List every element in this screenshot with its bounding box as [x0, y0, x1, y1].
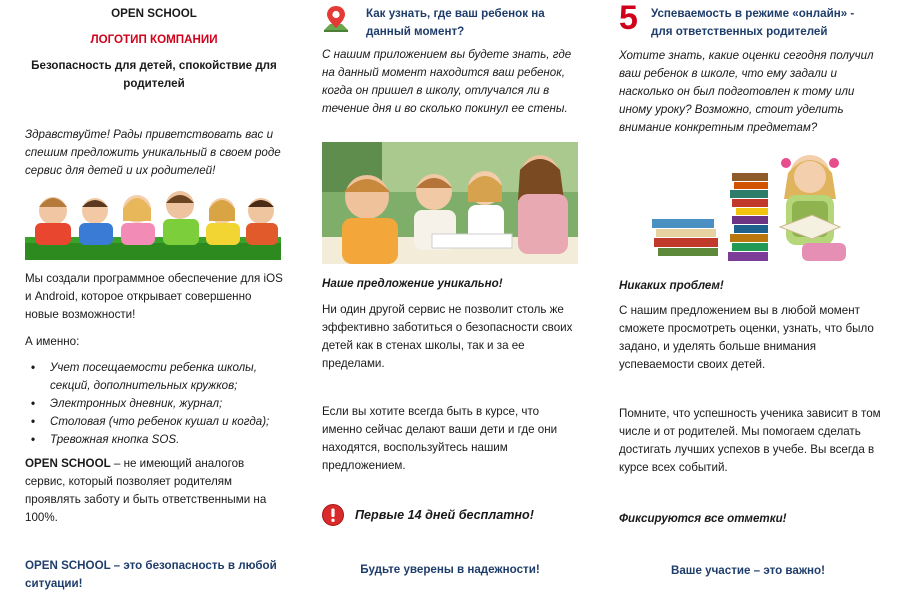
intro-text: Мы создали программное обеспечение для iOS и Android, которое открывает совершенно новые возможности! — [25, 272, 283, 321]
grades-heading: Успеваемость в режиме «онлайн» - для ответственных родителей — [651, 7, 855, 38]
tagline: Безопасность для детей, спокойствие для родителей — [31, 59, 277, 90]
offer-text: Ни один другой сервис не позволит столь же эффективно заботиться о безопасности своих детей как в стенах школы, так и за ее пределами. — [322, 303, 573, 370]
map-pin-icon — [322, 4, 350, 34]
teacher-kids-photo — [322, 142, 578, 264]
namely-label: А именно: — [25, 335, 80, 348]
exclamation-icon — [322, 504, 344, 526]
column-middle — [322, 0, 580, 598]
location-heading: Как узнать, где ваш ребенок на данный момент? — [366, 7, 545, 38]
column-right — [619, 0, 881, 598]
marks-text: Фиксируются все отметки! — [619, 512, 787, 525]
girl-reading-photo — [652, 143, 858, 265]
feature-list — [25, 359, 283, 449]
kids-photo — [25, 185, 281, 260]
no-problem-title: Никаких проблем! — [619, 279, 724, 292]
grades-text-2: Помните, что успешность ученика зависит в том числе и от родителей. Мы помогаем сделать достигать лучших успехов в учебе. Вы всегда в курсе всех событий. — [619, 407, 881, 474]
grade-five-number: 5 — [619, 0, 638, 37]
course-text: Если вы хотите всегда быть в курсе, что именно сейчас делают ваши дети и где они находятся, воспользуйтесь нашим предложением. — [322, 405, 558, 472]
greeting-text: Здравствуйте! Рады приветствовать вас и спешим предложить уникальный в своем роде сервис для детей и их родителей! — [25, 128, 281, 177]
grades-lead: Хотите знать, какие оценки сегодня получил ваш ребенок в школе, что ему задали и насколько он был подготовлен к тому или иному уроку? Возможно, стоит уделить внимание конкретным предметам? — [619, 49, 874, 134]
feature-item: • Электронных дневник, журнал; — [25, 395, 283, 413]
location-lead: С нашим приложением вы будете знать, где на данный момент находится ваш ребенок, когда он пришел в школу, отлучался ли в течение дня и во сколько покинул ее стены. — [322, 48, 572, 115]
logo-placeholder: ЛОГОТИП КОМПАНИИ — [90, 33, 218, 46]
summary-brand: OPEN SCHOOL — [25, 457, 111, 470]
footer-slogan: OPEN SCHOOL – это безопасность в любой ситуации! — [25, 559, 277, 590]
brand-title: OPEN SCHOOL — [111, 7, 197, 20]
offer-title: Наше предложение уникально! — [322, 277, 503, 290]
feature-item: • Учет посещаемости ребенка школы, секций, дополнительных кружков; — [25, 359, 283, 395]
summary-text: – не имеющий аналогов сервис, который позволяет родителям проявлять заботу и быть ответственными на 100%. — [25, 457, 267, 524]
feature-item: • Тревожная кнопка SOS. — [25, 431, 283, 449]
column-left — [25, 0, 283, 598]
footer-slogan: Ваше участие – это важно! — [670, 564, 826, 577]
free-trial-text: Первые 14 дней бесплатно! — [355, 508, 534, 522]
footer-slogan: Будьте уверены в надежности! — [360, 563, 540, 576]
feature-item: • Столовая (что ребенок кушал и когда); — [25, 413, 283, 431]
grades-text-1: С нашим предложением вы в любой момент сможете просмотреть оценки, узнать, что было задано, и уделять больше внимания успеваемости своих детей. — [619, 304, 874, 371]
summary-paragraph — [25, 455, 283, 527]
